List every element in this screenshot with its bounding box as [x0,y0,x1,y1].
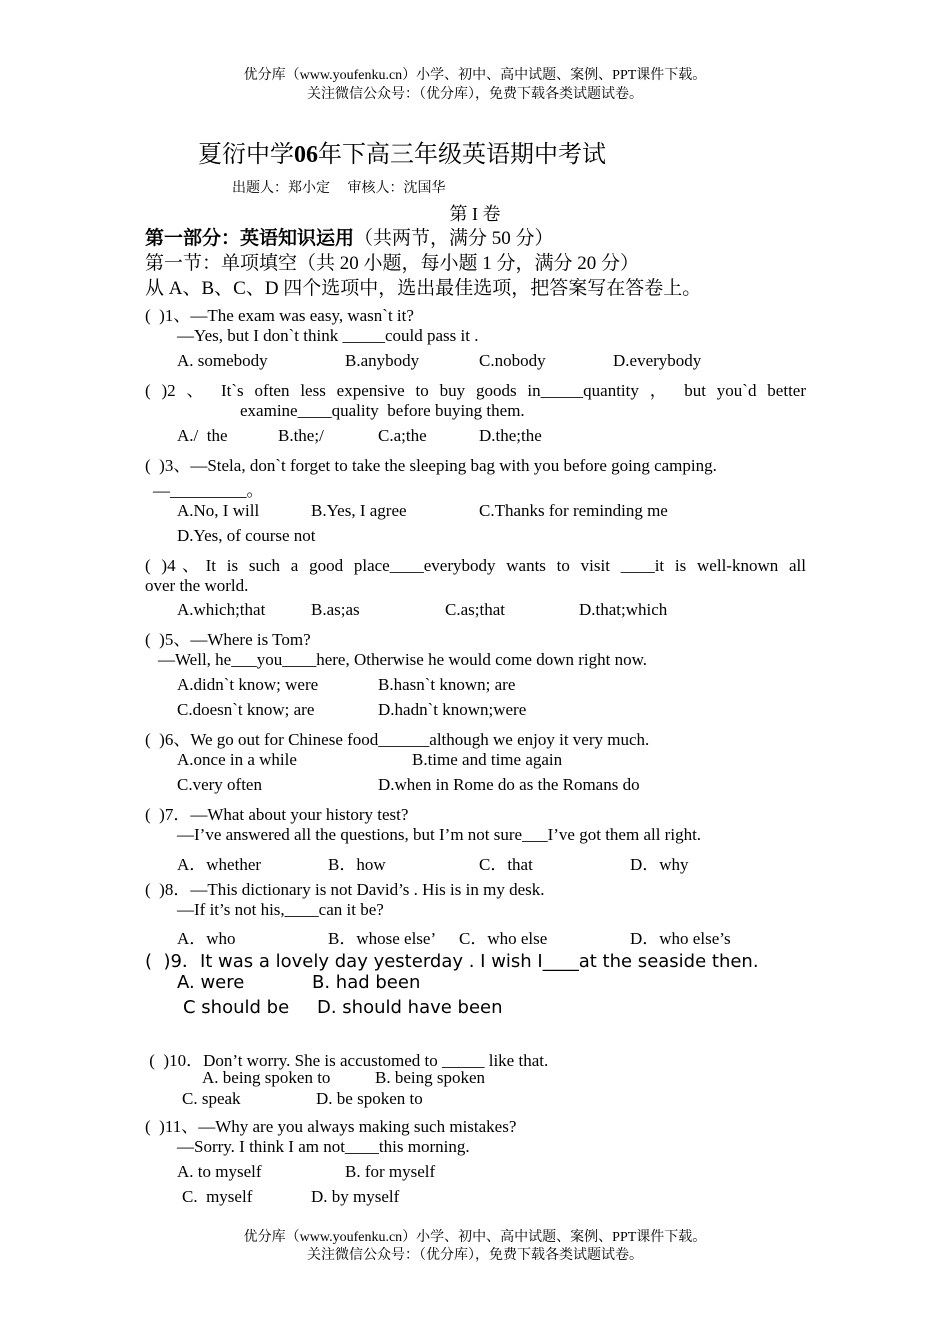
q9-stem: ( )9．It was a lovely day yesterday . I wish I____at the seaside then. [145,951,759,972]
q3-option-a: A.No, I will [177,501,260,520]
q7-stem: ( )7．—What about your history test? [145,805,409,824]
q7-option-b: B．how [328,855,386,874]
q9-option-b: B. had been [312,972,421,993]
footer-line-2: 关注微信公众号：（优分库），免费下载各类试题试卷。 [307,1248,643,1263]
q3-stem: ( )3、—Stela, don`t forget to take the sleeping bag with you before going camping. [145,456,717,475]
q11-option-d: D. by myself [311,1187,400,1206]
q1-option-b: B.anybody [345,351,420,370]
q8-option-b: B．whose else’ [328,929,437,948]
title-rest: 年下高三年级英语期中考试 [318,142,606,168]
q7-option-d: D．why [630,855,689,874]
q2-stem: ( )2 、 It`s often less expensive to buy goods in_____quantity ， but you`d better [145,381,806,400]
q1-option-c: C.nobody [479,351,546,370]
q3-option-b: B.Yes, I agree [311,501,407,520]
q4-option-d: D.that;which [579,600,668,619]
q4-stem: ( )4、It is such a good place____everybody wants to visit ____it is well-known all [145,556,806,575]
q2-option-c: C.a;the [378,426,427,445]
q11-option-b: B. for myself [345,1162,436,1181]
q3-option-d: D.Yes, of course not [177,526,316,545]
q9-option-a: A. were [177,972,245,993]
q4-option-c: C.as;that [445,600,505,619]
footer-line-1: 优分库（www.youfenku.cn）小学、初中、高中试题、案例、PPT课件下载。 [243,1230,707,1245]
q8-option-d: D．who else’s [630,929,731,948]
q4-option-a: A.which;that [177,600,266,619]
title-school: 夏衍中学 [198,142,294,168]
header-line-1: 优分库（www.youfenku.cn）小学、初中、高中试题、案例、PPT课件下载。 [243,68,707,83]
q5-stem: ( )5、—Where is Tom? [145,630,311,649]
q5-option-a: A.didn`t know; were [177,675,319,694]
q10-option-d: D. be spoken to [316,1089,423,1108]
part-one-heading [145,223,554,250]
exam-title [198,134,606,169]
q5-option-b: B.hasn`t known; are [378,675,516,694]
q3-reply: —_________。 [153,481,264,500]
q10-option-b: B. being spoken [375,1068,486,1087]
q6-option-b: B.time and time again [412,750,563,769]
q11-stem: ( )11、—Why are you always making such mistakes? [145,1117,517,1136]
q8-stem: ( )8．—This dictionary is not David’s . His is in my desk. [145,880,545,899]
q2-continued: examine____quality before buying them. [240,401,525,420]
q10-option-c: C. speak [182,1089,241,1108]
q1-option-a: A. somebody [177,351,268,370]
q6-stem: ( )6、We go out for Chinese food______although we enjoy it very much. [145,730,650,749]
title-year: 06 [294,142,318,168]
section-one-heading: 第一节：单项填空（共 20 小题，每小题 1 分，满分 20 分） [145,253,640,274]
q9-option-d: D. should have been [317,997,503,1018]
q3-option-c: C.Thanks for reminding me [479,501,668,520]
q8-reply: —If it’s not his,____can it be? [177,900,384,919]
q1-option-d: D.everybody [613,351,702,370]
q6-option-d: D.when in Rome do as the Romans do [378,775,640,794]
instruction: 从 A、B、C、D 四个选项中，选出最佳选项，把答案写在答卷上。 [145,278,702,299]
q2-option-a: A./ the [177,426,228,445]
q7-reply: —I’ve answered all the questions, but I’m not sure___I’ve got them all right. [177,825,702,844]
q5-reply: —Well, he___you____here, Otherwise he would come down right now. [158,650,648,669]
q2-option-d: D.the;the [479,426,542,445]
q2-option-b: B.the;/ [278,426,324,445]
q4-continued: over the world. [145,576,249,595]
q10-option-a: A. being spoken to [202,1068,331,1087]
q6-option-a: A.once in a while [177,750,297,769]
q10-stem: ( )10．Don’t worry. She is accustomed to _____ like that. [145,1051,549,1070]
q5-option-d: D.hadn`t known;were [378,700,527,719]
q4-option-b: B.as;as [311,600,360,619]
q11-reply: —Sorry. I think I am not____this morning. [177,1137,470,1156]
part-one-rest: （共两节，满分 50 分） [354,228,554,249]
q9-option-c: C should be [183,997,290,1018]
q6-option-c: C.very often [177,775,262,794]
q7-option-c: C．that [479,855,533,874]
q8-option-a: A．who [177,929,236,948]
q11-option-c: C. myself [182,1187,253,1206]
q8-option-c: C．who else [459,929,548,948]
header-line-2: 关注微信公众号：（优分库），免费下载各类试题试卷。 [307,87,643,102]
q11-option-a: A. to myself [177,1162,262,1181]
q1-reply: —Yes, but I don`t think _____could pass it . [177,326,479,345]
part-one-bold: 第一部分：英语知识运用 [145,228,355,249]
volume-label: 第 I 卷 [449,204,501,224]
q7-option-a: A．whether [177,855,262,874]
q1-stem: ( )1、—The exam was easy, wasn`t it? [145,306,414,325]
q5-option-c: C.doesn`t know; are [177,700,315,719]
exam-authors: 出题人：郑小定 审核人：沈国华 [232,181,446,196]
